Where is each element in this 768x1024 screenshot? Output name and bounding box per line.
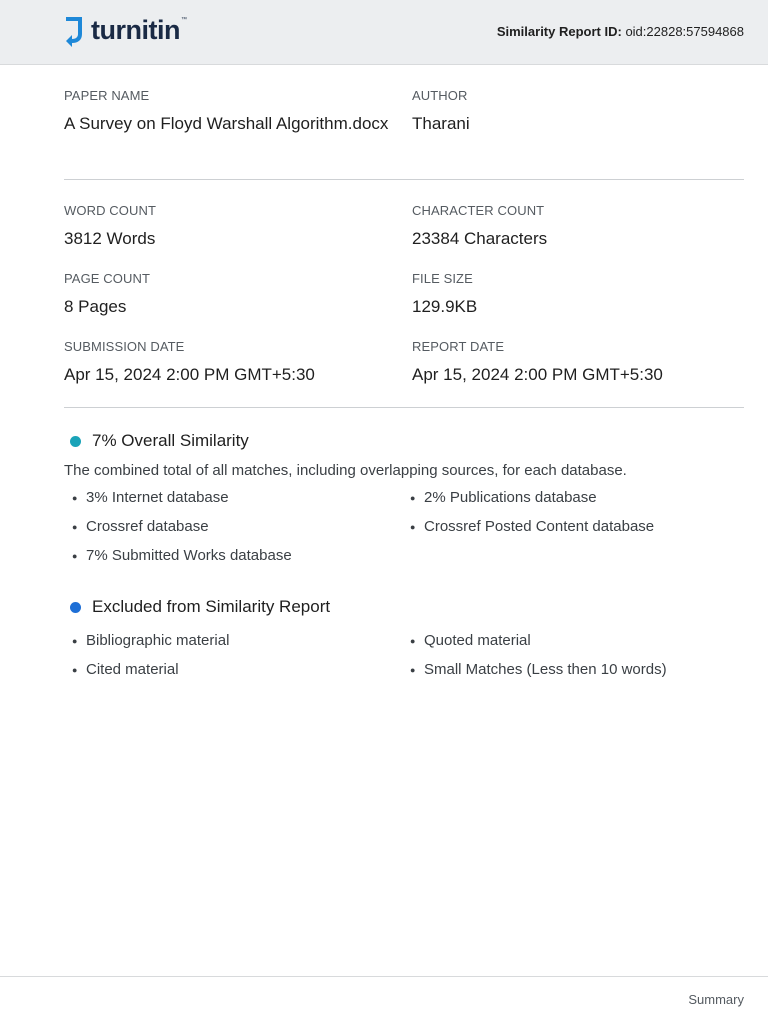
bullet-icon: ●: [410, 492, 416, 503]
bullet-icon: ●: [72, 521, 78, 532]
report-date-field: [412, 339, 752, 386]
report-date-label: REPORT DATE: [412, 339, 505, 354]
submission-date-label: SUBMISSION DATE: [64, 339, 185, 354]
list-item-label: Crossref database: [86, 518, 209, 535]
list-item-label: 3% Internet database: [86, 489, 229, 506]
list-item-label: 2% Publications database: [424, 489, 597, 506]
turnitin-logo: [63, 13, 187, 51]
divider: [64, 179, 744, 180]
overall-similarity-title: 7% Overall Similarity: [92, 431, 249, 450]
list-item-label: 7% Submitted Works database: [86, 547, 292, 564]
report-date-value: Apr 15, 2024 2:00 PM GMT+5:30: [412, 365, 663, 384]
similarity-dot-icon: [70, 436, 81, 447]
logo-trademark: ™: [180, 17, 187, 23]
logo-text: turnitin: [91, 14, 180, 45]
list-item: [410, 661, 667, 678]
list-item-label: Quoted material: [424, 632, 531, 649]
bullet-icon: ●: [410, 664, 416, 675]
file-size-label: FILE SIZE: [412, 271, 473, 286]
excluded-heading: [70, 597, 330, 617]
bullet-icon: ●: [72, 550, 78, 561]
character-count-field: [412, 203, 752, 250]
excluded-title: Excluded from Similarity Report: [92, 597, 331, 616]
report-id-label: Similarity Report ID:: [496, 24, 622, 39]
word-count-value: 3812 Words: [64, 229, 156, 248]
list-item: [410, 518, 654, 535]
bullet-icon: ●: [72, 664, 78, 675]
list-item: [72, 489, 229, 506]
submission-date-field: [64, 339, 404, 386]
page-count-field: [64, 271, 404, 318]
page-count-label: PAGE COUNT: [64, 271, 150, 286]
file-size-value: 129.9KB: [412, 297, 478, 316]
list-item: [72, 518, 209, 535]
paper-name-value: A Survey on Floyd Warshall Algorithm.docx: [64, 114, 389, 133]
list-item: [72, 661, 179, 678]
overall-similarity-heading: [70, 431, 249, 451]
divider: [64, 407, 744, 408]
list-item-label: Small Matches (Less then 10 words): [424, 661, 667, 678]
report-id-value: oid:22828:57594868: [625, 24, 744, 39]
list-item-label: Crossref Posted Content database: [424, 518, 655, 535]
bullet-icon: ●: [410, 521, 416, 532]
word-count-label: WORD COUNT: [64, 203, 156, 218]
author-value: Tharani: [412, 114, 470, 133]
list-item: [72, 632, 229, 649]
paper-name-field: [64, 88, 399, 135]
paper-name-label: PAPER NAME: [64, 88, 150, 103]
file-size-field: [412, 271, 752, 318]
author-field: [412, 88, 752, 135]
author-label: AUTHOR: [412, 88, 468, 103]
page-count-value: 8 Pages: [64, 297, 127, 316]
character-count-value: 23384 Characters: [412, 229, 548, 248]
list-item-label: Cited material: [86, 661, 179, 678]
turnitin-logo-icon: [63, 14, 87, 50]
character-count-label: CHARACTER COUNT: [412, 203, 545, 218]
bullet-icon: ●: [72, 492, 78, 503]
footer-summary-label: Summary: [688, 992, 744, 1007]
bullet-icon: ●: [72, 635, 78, 646]
list-item: [410, 632, 531, 649]
list-item-label: Bibliographic material: [86, 632, 230, 649]
excluded-dot-icon: [70, 602, 81, 613]
bullet-icon: ●: [410, 635, 416, 646]
list-item: [410, 489, 597, 506]
footer-divider: [0, 976, 768, 977]
similarity-description: The combined total of all matches, including overlapping sources, for each database.: [64, 462, 627, 479]
list-item: [72, 547, 292, 564]
submission-date-value: Apr 15, 2024 2:00 PM GMT+5:30: [64, 365, 315, 384]
report-header: [0, 0, 768, 65]
word-count-field: [64, 203, 404, 250]
similarity-report-id: [497, 24, 744, 39]
